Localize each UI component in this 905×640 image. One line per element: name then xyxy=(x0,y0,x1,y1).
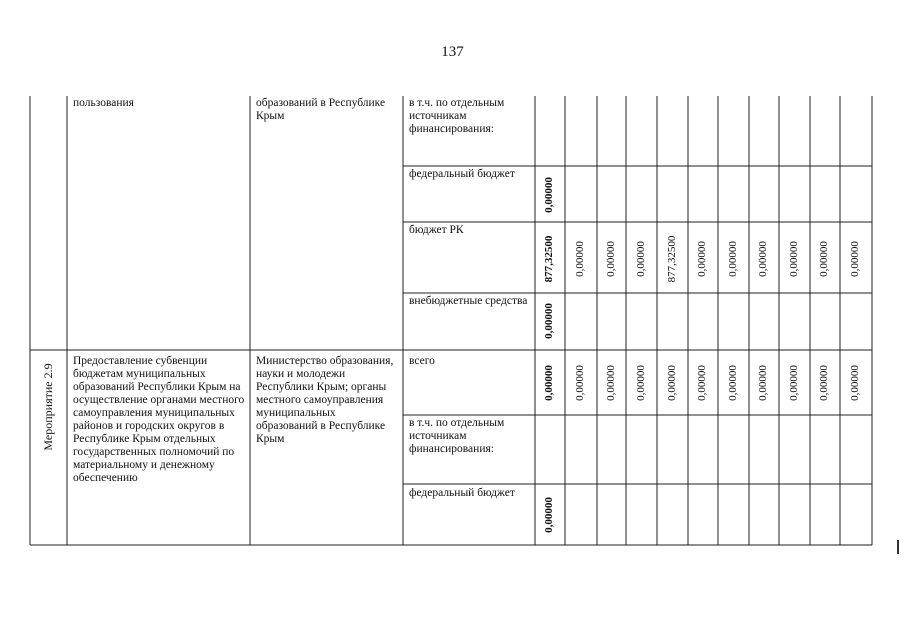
row1-source-label: в т.ч. по отдельным источникам финансирования: xyxy=(409,97,505,135)
row1-total-value: 0,00000 xyxy=(543,177,555,213)
row2-source-label: федеральный бюджет xyxy=(409,487,515,499)
row1-year-value: 0,00000 xyxy=(849,241,861,277)
page-number: 137 xyxy=(441,44,464,60)
row2-year-value: 0,00000 xyxy=(727,365,739,401)
row1-year-value: 0,00000 xyxy=(696,241,708,277)
row2-year-value: 0,00000 xyxy=(666,365,678,401)
row2-source-label: всего xyxy=(409,355,435,367)
row1-year-value: 0,00000 xyxy=(605,241,617,277)
row2-total-value: 0,00000 xyxy=(543,365,555,401)
row2-year-value: 0,00000 xyxy=(788,365,800,401)
row2-year-value: 0,00000 xyxy=(849,365,861,401)
row1-year-value: 0,00000 xyxy=(635,241,647,277)
row2-total-value: 0,00000 xyxy=(543,497,555,533)
row2-executor-cell: Министерство образования, науки и молодежи Республики Крым; органы местного самоуправления муниципальных образований в Республике Крым xyxy=(256,355,394,445)
row1-source-label: федеральный бюджет xyxy=(409,168,515,180)
row1-total-value: 877,32500 xyxy=(543,235,555,283)
row1-year-value: 0,00000 xyxy=(757,241,769,277)
row2-year-value: 0,00000 xyxy=(605,365,617,401)
row1-total-value: 0,00000 xyxy=(543,303,555,339)
row2-year-value: 0,00000 xyxy=(696,365,708,401)
measure-label: Мероприятие 2.9 xyxy=(41,363,55,451)
row1-year-value: 0,00000 xyxy=(574,241,586,277)
row1-source-label: внебюджетные средства xyxy=(409,295,528,307)
row2-year-value: 0,00000 xyxy=(757,365,769,401)
row2-year-value: 0,00000 xyxy=(574,365,586,401)
row1-year-value: 877,32500 xyxy=(666,235,678,283)
row1-executor-cell: образований в Республике Крым xyxy=(256,97,386,122)
row1-year-value: 0,00000 xyxy=(727,241,739,277)
row1-name-cell: пользования xyxy=(73,97,134,109)
row1-year-value: 0,00000 xyxy=(818,241,830,277)
row2-year-value: 0,00000 xyxy=(818,365,830,401)
row2-name-cell: Предоставление субвенции бюджетам муниципальных образований Республики Крым на осуществление органами местного самоуправления муниципальных районов и городских округов в Республике Крым отдельных государственных полномочий по материальному и денежному обеспечению xyxy=(73,355,245,484)
row1-year-value: 0,00000 xyxy=(788,241,800,277)
row2-year-value: 0,00000 xyxy=(635,365,647,401)
row2-source-label: в т.ч. по отдельным источникам финансирования: xyxy=(409,417,505,455)
row1-source-label: бюджет РК xyxy=(409,224,464,236)
margin-mark xyxy=(897,540,899,554)
